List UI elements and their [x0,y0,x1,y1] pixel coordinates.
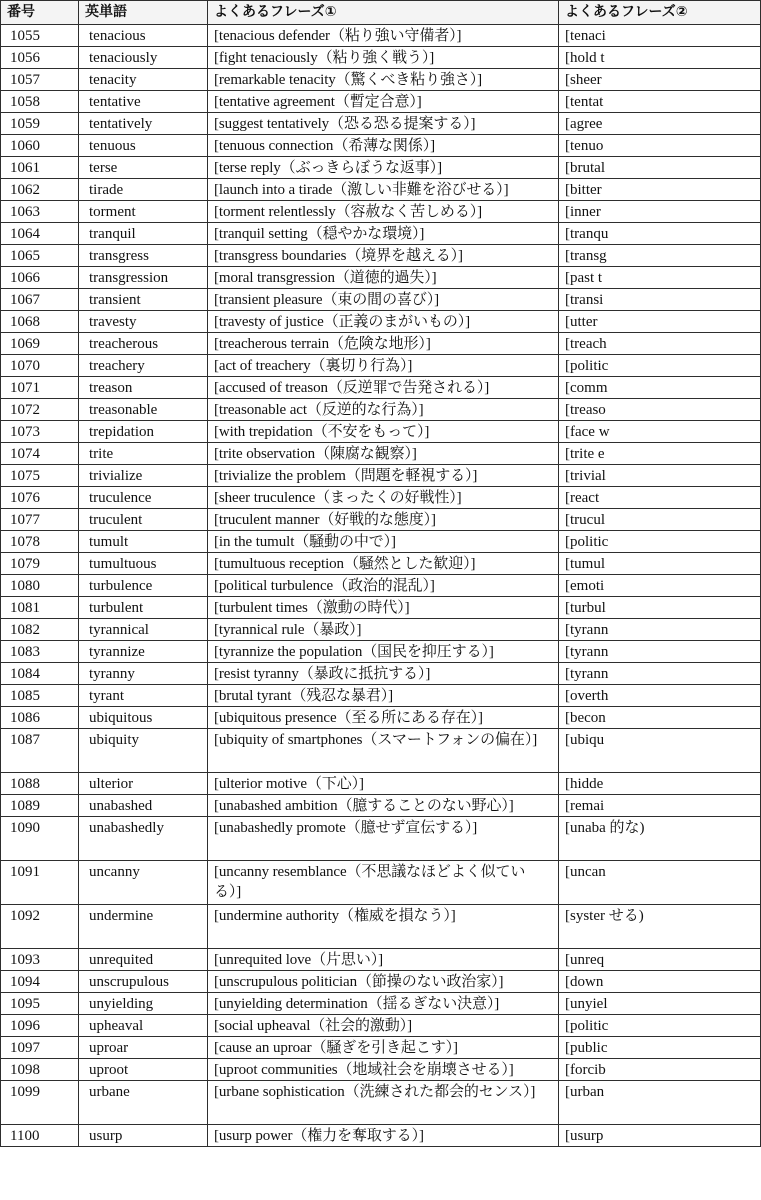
table-row [1,817,761,861]
phrase-2: [past t [559,267,761,289]
phrase-2: [tyrann [559,619,761,641]
english-word: unscrupulous [79,971,208,993]
phrase-1: [social upheaval（社会的激動）] [208,1015,559,1037]
phrase-1: [unabashedly promote（臆せず宣伝する）] [208,817,559,861]
phrase-2: [usurp [559,1125,761,1147]
phrase-2: [tentat [559,91,761,113]
row-number: 1087 [1,729,79,773]
table-row [1,707,761,729]
phrase-1: [sheer truculence（まったくの好戦性）] [208,487,559,509]
row-number: 1093 [1,949,79,971]
table-row [1,575,761,597]
english-word: turbulence [79,575,208,597]
table-row [1,509,761,531]
phrase-1: [act of treachery（裏切り行為）] [208,355,559,377]
row-number: 1077 [1,509,79,531]
header-phrase-1: よくあるフレーズ① [208,1,559,25]
row-number: 1056 [1,47,79,69]
phrase-1: [ubiquitous presence（至る所にある存在）] [208,707,559,729]
table-row [1,311,761,333]
phrase-1: [fight tenaciously（粘り強く戦う）] [208,47,559,69]
english-word: truculent [79,509,208,531]
phrase-2: [forcib [559,1059,761,1081]
phrase-2: [trivial [559,465,761,487]
phrase-2: [unaba 的な) [559,817,761,861]
phrase-2: [react [559,487,761,509]
phrase-2: [emoti [559,575,761,597]
phrase-2: [unreq [559,949,761,971]
phrase-2: [tumul [559,553,761,575]
row-number: 1090 [1,817,79,861]
table-row [1,729,761,773]
table-row [1,1081,761,1125]
english-word: tenuous [79,135,208,157]
english-word: upheaval [79,1015,208,1037]
table-row [1,619,761,641]
english-word: unabashedly [79,817,208,861]
table-row [1,69,761,91]
english-word: tumult [79,531,208,553]
phrase-2: [remai [559,795,761,817]
row-number: 1080 [1,575,79,597]
english-word: urbane [79,1081,208,1125]
english-word: tentative [79,91,208,113]
table-row [1,487,761,509]
phrase-1: [turbulent times（激動の時代）] [208,597,559,619]
phrase-1: [ubiquity of smartphones（スマートフォンの偏在）] [208,729,559,773]
row-number: 1058 [1,91,79,113]
table-row [1,377,761,399]
phrase-1: [brutal tyrant（残忍な暴君）] [208,685,559,707]
english-word: tenacious [79,25,208,47]
english-word: treasonable [79,399,208,421]
table-row [1,1015,761,1037]
phrase-1: [tyrannical rule（暴政）] [208,619,559,641]
english-word: tentatively [79,113,208,135]
phrase-2: [transg [559,245,761,267]
row-number: 1059 [1,113,79,135]
table-row [1,971,761,993]
row-number: 1083 [1,641,79,663]
table-row [1,201,761,223]
phrase-2: [turbul [559,597,761,619]
phrase-1: [launch into a tirade（激しい非難を浴びせる）] [208,179,559,201]
english-word: ubiquity [79,729,208,773]
table-row [1,421,761,443]
phrase-2: [politic [559,355,761,377]
english-word: ulterior [79,773,208,795]
english-word: transgression [79,267,208,289]
english-word: usurp [79,1125,208,1147]
english-word: transgress [79,245,208,267]
phrase-1: [tyrannize the population（国民を抑圧する）] [208,641,559,663]
phrase-2: [public [559,1037,761,1059]
english-word: tenacity [79,69,208,91]
row-number: 1091 [1,861,79,905]
header-phrase-2: よくあるフレーズ② [559,1,761,25]
phrase-1: [transgress boundaries（境界を越える）] [208,245,559,267]
table-row [1,223,761,245]
row-number: 1067 [1,289,79,311]
english-word: treason [79,377,208,399]
english-word: uproot [79,1059,208,1081]
phrase-1: [in the tumult（騒動の中で）] [208,531,559,553]
table-row [1,795,761,817]
row-number: 1094 [1,971,79,993]
phrase-2: [hold t [559,47,761,69]
row-number: 1070 [1,355,79,377]
row-number: 1074 [1,443,79,465]
phrase-1: [undermine authority（権威を損なう）] [208,905,559,949]
phrase-1: [trivialize the problem（問題を軽視する）] [208,465,559,487]
phrase-2: [tenuo [559,135,761,157]
phrase-1: [torment relentlessly（容赦なく苦しめる）] [208,201,559,223]
english-word: terse [79,157,208,179]
phrase-2: [ubiqu [559,729,761,773]
table-row [1,1059,761,1081]
english-word: ubiquitous [79,707,208,729]
row-number: 1060 [1,135,79,157]
phrase-1: [with trepidation（不安をもって）] [208,421,559,443]
table-row [1,333,761,355]
row-number: 1097 [1,1037,79,1059]
row-number: 1063 [1,201,79,223]
row-number: 1075 [1,465,79,487]
row-number: 1089 [1,795,79,817]
phrase-1: [uproot communities（地域社会を崩壊させる）] [208,1059,559,1081]
table-row [1,267,761,289]
table-row [1,443,761,465]
phrase-1: [transient pleasure（束の間の喜び）] [208,289,559,311]
row-number: 1095 [1,993,79,1015]
table-row [1,905,761,949]
table-row [1,861,761,905]
phrase-1: [usurp power（権力を奪取する）] [208,1125,559,1147]
row-number: 1100 [1,1125,79,1147]
row-number: 1055 [1,25,79,47]
english-word: tyrant [79,685,208,707]
phrase-1: [moral transgression（道徳的過失）] [208,267,559,289]
phrase-1: [terse reply（ぶっきらぼうな返事）] [208,157,559,179]
english-word: turbulent [79,597,208,619]
phrase-1: [urbane sophistication（洗練された都会的センス）] [208,1081,559,1125]
phrase-1: [tentative agreement（暫定合意）] [208,91,559,113]
phrase-2: [urban [559,1081,761,1125]
phrase-2: [treaso [559,399,761,421]
table-body [1,25,761,1147]
row-number: 1057 [1,69,79,91]
row-number: 1061 [1,157,79,179]
row-number: 1071 [1,377,79,399]
phrase-1: [suggest tentatively（恐る恐る提案する）] [208,113,559,135]
english-word: unabashed [79,795,208,817]
english-word: treachery [79,355,208,377]
header-english-word: 英単語 [79,1,208,25]
table-row [1,289,761,311]
phrase-2: [unyiel [559,993,761,1015]
table-row [1,773,761,795]
phrase-1: [ulterior motive（下心）] [208,773,559,795]
row-number: 1081 [1,597,79,619]
english-word: unrequited [79,949,208,971]
phrase-2: [trite e [559,443,761,465]
row-number: 1079 [1,553,79,575]
row-number: 1099 [1,1081,79,1125]
english-word: tranquil [79,223,208,245]
phrase-1: [tumultuous reception（騒然とした歓迎）] [208,553,559,575]
phrase-2: [down [559,971,761,993]
phrase-1: [truculent manner（好戦的な態度）] [208,509,559,531]
row-number: 1076 [1,487,79,509]
phrase-1: [tenuous connection（希薄な関係）] [208,135,559,157]
table-row [1,135,761,157]
phrase-1: [political turbulence（政治的混乱）] [208,575,559,597]
phrase-1: [unabashed ambition（臆することのない野心）] [208,795,559,817]
phrase-2: [tenaci [559,25,761,47]
row-number: 1092 [1,905,79,949]
phrase-2: [tyrann [559,641,761,663]
table-row [1,1037,761,1059]
row-number: 1098 [1,1059,79,1081]
phrase-2: [trucul [559,509,761,531]
table-row [1,531,761,553]
english-word: undermine [79,905,208,949]
row-number: 1088 [1,773,79,795]
phrase-1: [accused of treason（反逆罪で告発される）] [208,377,559,399]
phrase-2: [overth [559,685,761,707]
row-number: 1078 [1,531,79,553]
phrase-2: [syster せる) [559,905,761,949]
phrase-1: [unyielding determination（揺るぎない決意）] [208,993,559,1015]
english-word: tumultuous [79,553,208,575]
header-row [1,1,761,25]
table-row [1,641,761,663]
phrase-2: [hidde [559,773,761,795]
english-word: travesty [79,311,208,333]
phrase-1: [trite observation（陳腐な観察）] [208,443,559,465]
phrase-2: [treach [559,333,761,355]
row-number: 1064 [1,223,79,245]
row-number: 1072 [1,399,79,421]
phrase-1: [remarkable tenacity（驚くべき粘り強さ）] [208,69,559,91]
english-word: trite [79,443,208,465]
phrase-2: [tranqu [559,223,761,245]
phrase-1: [unscrupulous politician（節操のない政治家）] [208,971,559,993]
row-number: 1066 [1,267,79,289]
phrase-2: [transi [559,289,761,311]
table-row [1,685,761,707]
english-word: tyrannical [79,619,208,641]
row-number: 1086 [1,707,79,729]
english-word: unyielding [79,993,208,1015]
phrase-2: [becon [559,707,761,729]
row-number: 1084 [1,663,79,685]
phrase-2: [sheer [559,69,761,91]
phrase-2: [face w [559,421,761,443]
table-row [1,597,761,619]
phrase-2: [comm [559,377,761,399]
english-word: uncanny [79,861,208,905]
phrase-2: [utter [559,311,761,333]
phrase-2: [bitter [559,179,761,201]
row-number: 1096 [1,1015,79,1037]
english-word: uproar [79,1037,208,1059]
row-number: 1068 [1,311,79,333]
english-word: trepidation [79,421,208,443]
row-number: 1065 [1,245,79,267]
table-row [1,399,761,421]
phrase-1: [resist tyranny（暴政に抵抗する）] [208,663,559,685]
table-row [1,355,761,377]
row-number: 1073 [1,421,79,443]
phrase-2: [inner [559,201,761,223]
english-word: truculence [79,487,208,509]
table-row [1,993,761,1015]
table-row [1,113,761,135]
english-word: tirade [79,179,208,201]
english-word: tyranny [79,663,208,685]
table-row [1,245,761,267]
phrase-2: [politic [559,1015,761,1037]
phrase-1: [tranquil setting（穏やかな環境）] [208,223,559,245]
table-row [1,949,761,971]
english-word: trivialize [79,465,208,487]
row-number: 1082 [1,619,79,641]
phrase-2: [tyrann [559,663,761,685]
table-row [1,25,761,47]
phrase-1: [travesty of justice（正義のまがいもの）] [208,311,559,333]
english-word: tyrannize [79,641,208,663]
english-word: torment [79,201,208,223]
phrase-2: [brutal [559,157,761,179]
phrase-1: [treacherous terrain（危険な地形）] [208,333,559,355]
row-number: 1069 [1,333,79,355]
english-word: treacherous [79,333,208,355]
table-row [1,179,761,201]
english-word: tenaciously [79,47,208,69]
table-row [1,663,761,685]
header-number: 番号 [1,1,79,25]
row-number: 1062 [1,179,79,201]
phrase-2: [uncan [559,861,761,905]
phrase-1: [tenacious defender（粘り強い守備者）] [208,25,559,47]
table-row [1,1125,761,1147]
table-row [1,157,761,179]
phrase-2: [agree [559,113,761,135]
phrase-1: [cause an uproar（騒ぎを引き起こす）] [208,1037,559,1059]
table-row [1,553,761,575]
phrase-2: [politic [559,531,761,553]
phrase-1: [uncanny resemblance（不思議なほどよく似ている）] [208,861,559,905]
english-word: transient [79,289,208,311]
table-row [1,47,761,69]
row-number: 1085 [1,685,79,707]
table-row [1,465,761,487]
table-row [1,91,761,113]
phrase-1: [treasonable act（反逆的な行為）] [208,399,559,421]
phrase-1: [unrequited love（片思い）] [208,949,559,971]
